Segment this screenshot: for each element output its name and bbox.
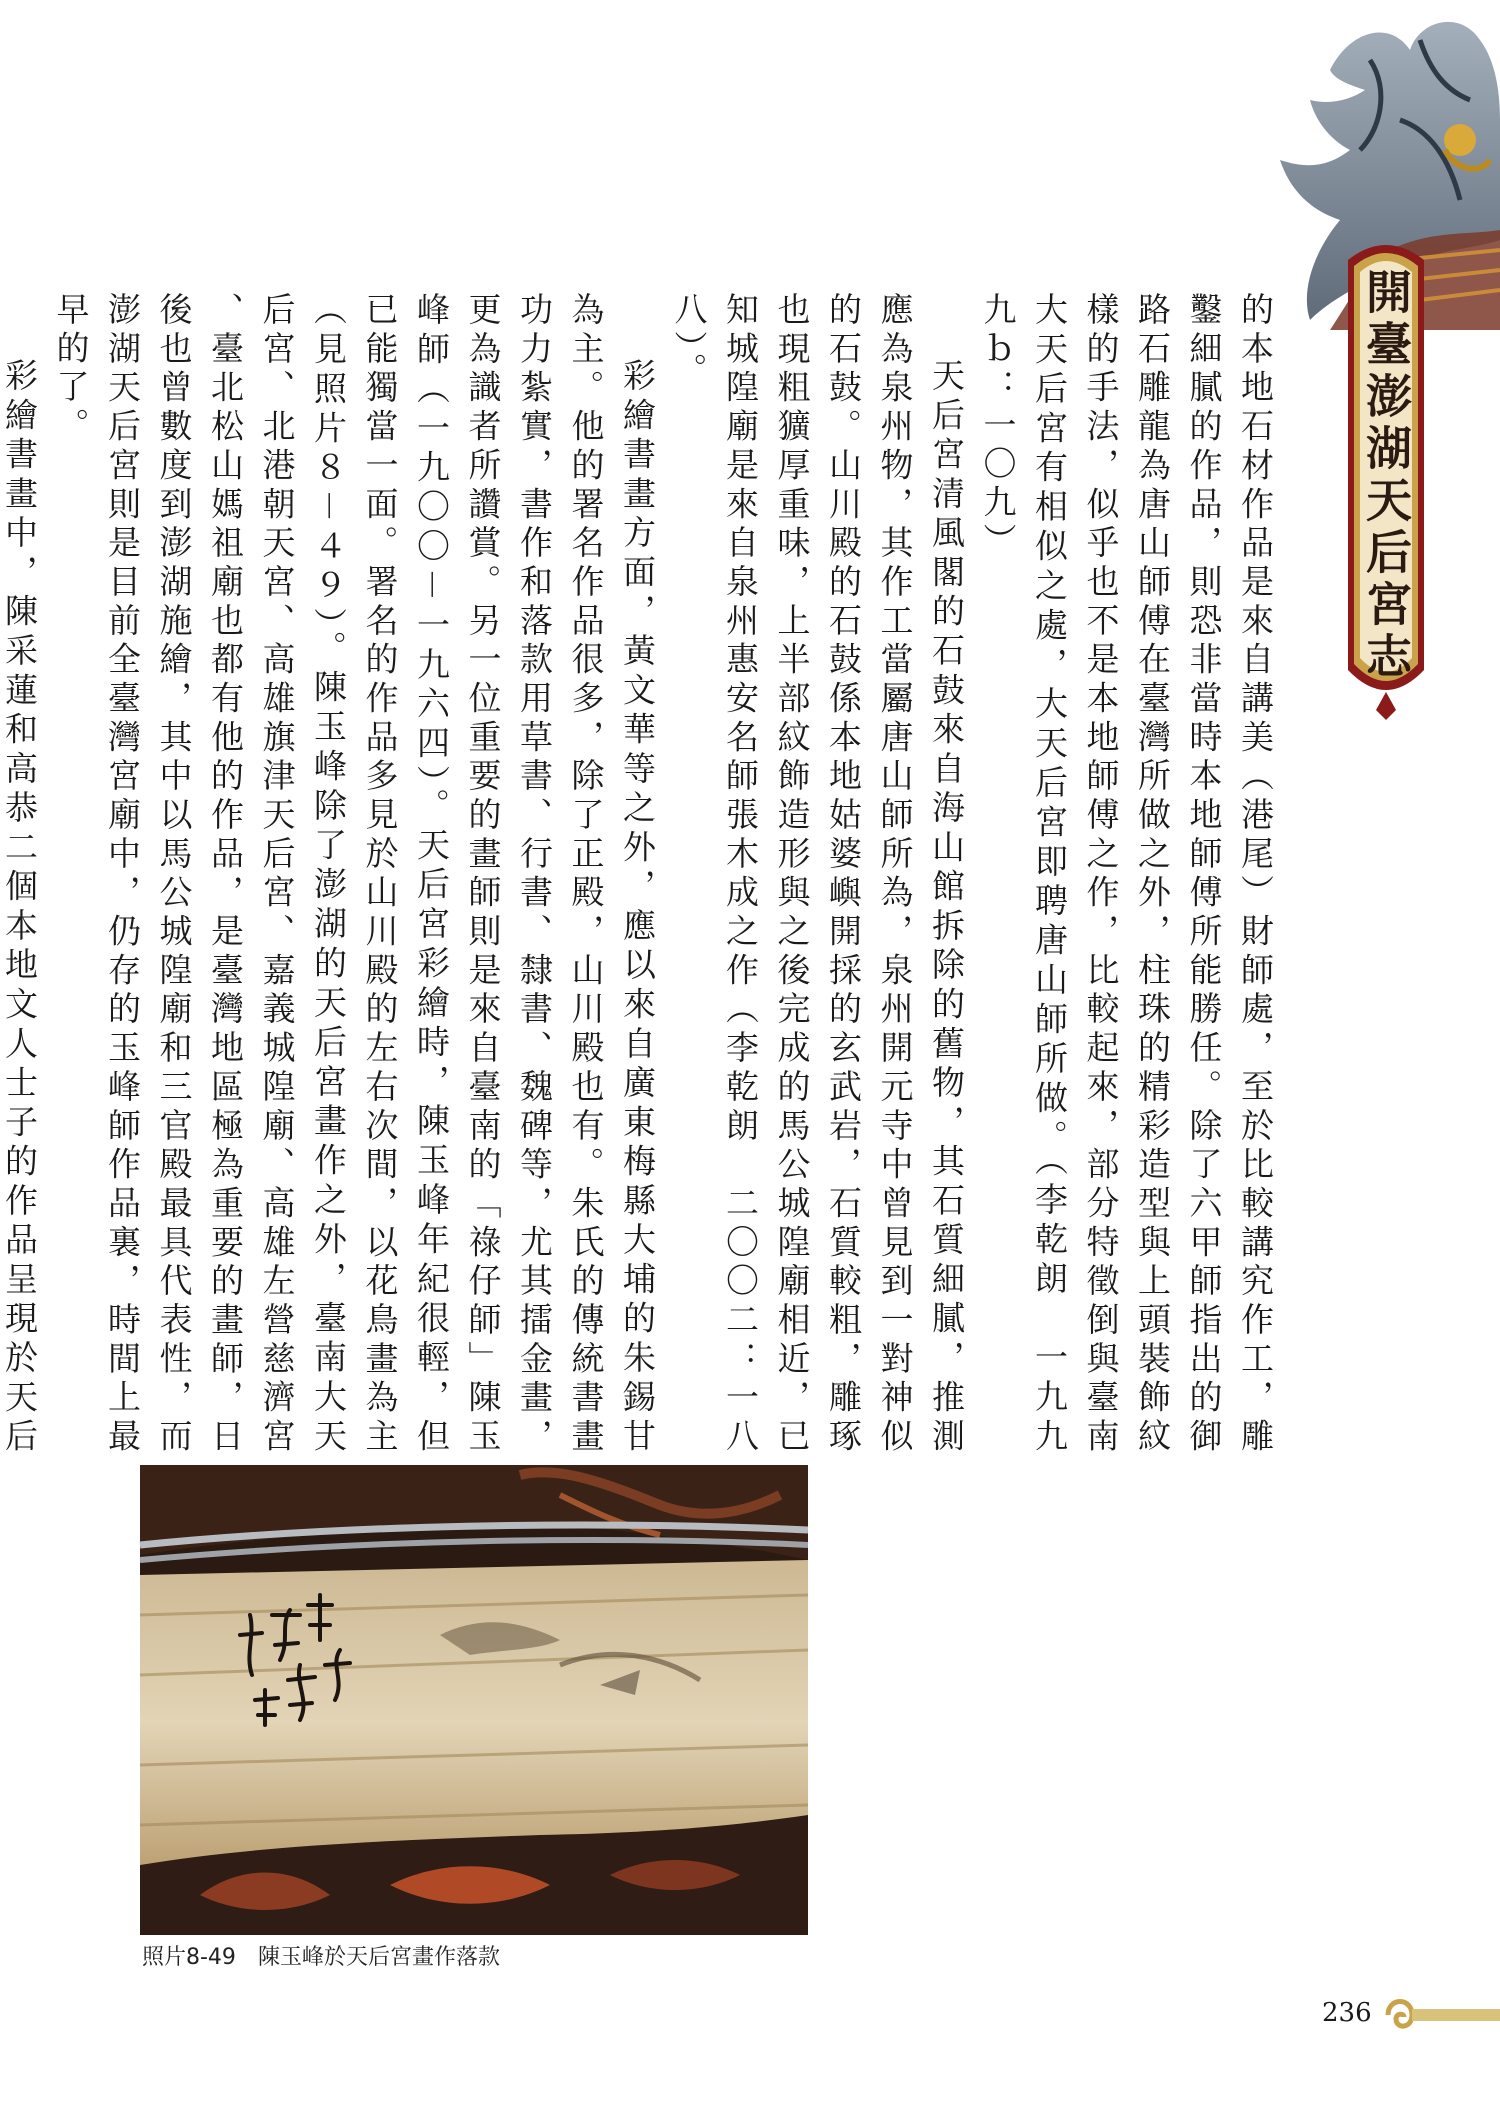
paragraph: 彩繪書畫中，陳采蓮和高恭二個本地文人士子的作品呈現於天后 [0,358,39,1457]
page-number: 236 [1322,1998,1372,2028]
photo-caption [142,1940,842,1976]
caption-text: 陳玉峰於天后宮畫作落款 [257,1945,500,1970]
inscription-photo [140,1465,808,1935]
folio-scroll-ornament [1378,1985,1500,2045]
body-text [0,292,1281,1457]
book-title: 開臺澎湖天后宮志 [1359,268,1413,684]
caption-number: 照片8-49 [142,1945,236,1970]
paragraph: 天后宮清風閣的石鼓來自海山館拆除的舊物，其石質細膩，推測應為泉州物，其作工當屬唐山師所為，泉州開元寺中曾見到一對神似的石鼓。山川殿的石鼓係本地姑婆嶼開採的玄武岩，石質較粗，雕琢也現粗獷厚重味，上半部紋飾造形與之後完成的馬公城隍廟相近，已知城隍廟是來自泉州惠安名師張木成之作（李乾朗 二〇〇二：一八八）。 [669,292,966,1457]
paragraph: 的本地石材作品是來自講美（港尾）財師處，至於比較講究作工，雕鑿細膩的作品，則恐非當時本地師傅所能勝任。除了六甲師指出的御路石雕龍為唐山師傅在臺灣所做之外，柱珠的精彩造型與上頭裝飾紋樣的手法，似乎也不是本地師傅之作，比較起來，部分特徵倒與臺南大天后宮有相似之處，大天后宮即聘唐山師所做。（李乾朗 一九九九ｂ：一〇九） [978,292,1275,1457]
paragraph: 彩繪書畫方面，黃文華等之外，應以來自廣東梅縣大埔的朱錫甘為主。他的署名作品很多，除了正殿，山川殿也有。朱氏的傳統書畫功力紮實，書作和落款用草書、行書、隸書、魏碑等，尤其擂金畫，更為識者所讚賞。另一位重要的畫師則是來自臺南的「祿仔師」陳玉峰師（一九〇〇－一九六四）。天后宮彩繪時，陳玉峰年紀很輕，但已能獨當一面。署名的作品多見於山川殿的左右次間，以花鳥畫為主（見照片８－４９）。陳玉峰除了澎湖的天后宮畫作之外，臺南大天后宮、北港朝天宮、高雄旗津天后宮、嘉義城隍廟、高雄左營慈濟宮、臺北松山媽祖廟也都有他的作品，是臺灣地區極為重要的畫師，日後也曾數度到澎湖施繪，其中以馬公城隍廟和三官殿最具代表性，而澎湖天后宮則是目前全臺灣宮廟中，仍存的玉峰師作品裏，時間上最早的了。 [51,292,657,1457]
